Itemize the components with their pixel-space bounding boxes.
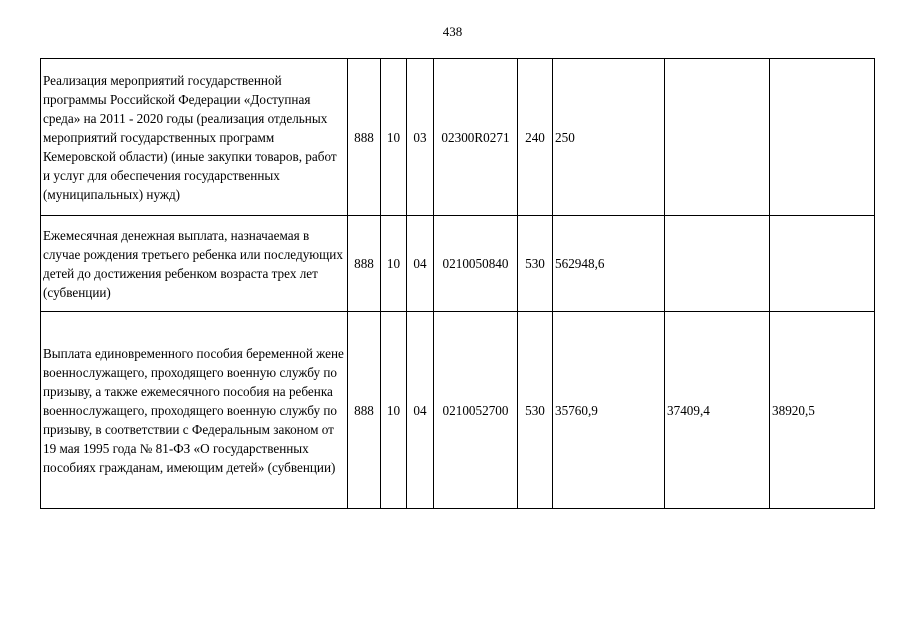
subsection-code: 04 (407, 216, 434, 312)
table-row (41, 312, 875, 509)
amount-year-1: 562948,6 (553, 216, 665, 312)
amount-year-3 (770, 59, 875, 216)
section-code: 10 (381, 216, 407, 312)
subsection-code: 04 (407, 312, 434, 509)
ministry-code: 888 (348, 59, 381, 216)
amount-year-1: 35760,9 (553, 312, 665, 509)
section-code: 10 (381, 59, 407, 216)
section-code: 10 (381, 312, 407, 509)
target-item-code: 0210052700 (434, 312, 518, 509)
amount-year-1: 250 (553, 59, 665, 216)
page-number: 438 (442, 24, 463, 39)
expense-type-code: 530 (518, 216, 553, 312)
subsection-code: 03 (407, 59, 434, 216)
ministry-code: 888 (348, 216, 381, 312)
row-description: Ежемесячная денежная выплата, назначаемая в случае рождения третьего ребенка или последующих детей до достижения ребенком возраста трех лет (субвенции) (41, 216, 348, 312)
row-description: Выплата единовременного пособия беременной жене военнослужащего, проходящего военную службу по призыву, а также ежемесячного пособия на ребенка военнослужащего, проходящего военную службу по призыву, в соответствии с Федеральным законом от 19 мая 1995 года № 81-ФЗ «О государственных пособиях гражданам, имеющим детей» (субвенции) (41, 312, 348, 509)
ministry-code: 888 (348, 312, 381, 509)
budget-table (40, 58, 875, 509)
expense-type-code: 530 (518, 312, 553, 509)
amount-year-2 (665, 216, 770, 312)
target-item-code: 02300R0271 (434, 59, 518, 216)
table-row (41, 59, 875, 216)
expense-type-code: 240 (518, 59, 553, 216)
target-item-code: 0210050840 (434, 216, 518, 312)
amount-year-3: 38920,5 (770, 312, 875, 509)
amount-year-2 (665, 59, 770, 216)
row-description: Реализация мероприятий государственной программы Российской Федерации «Доступная среда» на 2011 - 2020 годы (реализация отдельных мероприятий государственных программ Кемеровской области) (иные закупки товаров, работ и услуг для обеспечения государственных (муниципальных) нужд) (41, 59, 348, 216)
amount-year-3 (770, 216, 875, 312)
amount-year-2: 37409,4 (665, 312, 770, 509)
table-row (41, 216, 875, 312)
